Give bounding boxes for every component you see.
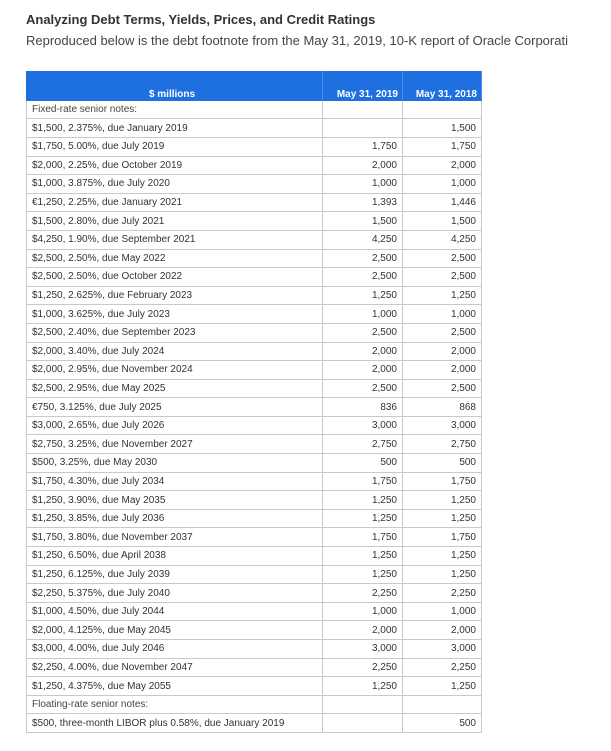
- table-row: [27, 677, 482, 696]
- value-2018: 1,000: [403, 602, 482, 621]
- value-2018: 1,250: [403, 677, 482, 696]
- header-may-2018: May 31, 2018: [403, 81, 482, 101]
- value-2018: 2,000: [403, 361, 482, 380]
- table-row: [27, 658, 482, 677]
- value-2019: 1,000: [323, 175, 403, 194]
- table-row: [27, 621, 482, 640]
- value-2019: 836: [323, 398, 403, 417]
- debt-footnote-table: [26, 71, 482, 733]
- row-label: $1,250, 6.125%, due July 2039: [27, 565, 323, 584]
- row-label: $2,750, 3.25%, due November 2027: [27, 435, 323, 454]
- value-2019: 2,000: [323, 342, 403, 361]
- row-label: $1,500, 2.80%, due July 2021: [27, 212, 323, 231]
- value-2019: [323, 119, 403, 138]
- table-header-row: [27, 81, 482, 101]
- table-row: [27, 565, 482, 584]
- table-row: [27, 323, 482, 342]
- value-2019: 2,750: [323, 435, 403, 454]
- table-row: [27, 379, 482, 398]
- value-2019: 1,750: [323, 472, 403, 491]
- row-label: $2,500, 2.50%, due October 2022: [27, 268, 323, 287]
- table-row: [27, 249, 482, 268]
- table-row: [27, 454, 482, 473]
- row-label: €1,250, 2.25%, due January 2021: [27, 193, 323, 212]
- value-2019: 2,500: [323, 249, 403, 268]
- row-label: $500, 3.25%, due May 2030: [27, 454, 323, 473]
- row-label: $2,500, 2.40%, due September 2023: [27, 323, 323, 342]
- table-row: [27, 584, 482, 603]
- table-row: [27, 286, 482, 305]
- value-2018: 3,000: [403, 416, 482, 435]
- header-may-2019: May 31, 2019: [323, 81, 403, 101]
- row-label: $2,500, 2.95%, due May 2025: [27, 379, 323, 398]
- table-row: [27, 509, 482, 528]
- value-2018: 500: [403, 454, 482, 473]
- value-2018: 1,750: [403, 137, 482, 156]
- row-label: $2,000, 3.40%, due July 2024: [27, 342, 323, 361]
- page-subtitle: Reproduced below is the debt footnote from the May 31, 2019, 10-K report of Oracle Corporati: [26, 33, 568, 48]
- value-2018: 1,250: [403, 509, 482, 528]
- row-label: $2,250, 4.00%, due November 2047: [27, 658, 323, 677]
- value-2019: 1,500: [323, 212, 403, 231]
- value-2018: 1,250: [403, 286, 482, 305]
- row-label: $1,250, 3.85%, due July 2036: [27, 509, 323, 528]
- value-2018: 2,250: [403, 584, 482, 603]
- value-2018: 1,750: [403, 472, 482, 491]
- value-2019: 2,000: [323, 361, 403, 380]
- value-2019: 1,000: [323, 305, 403, 324]
- value-2018: 2,000: [403, 342, 482, 361]
- table-row: [27, 528, 482, 547]
- row-label: €750, 3.125%, due July 2025: [27, 398, 323, 417]
- value-2018: 2,500: [403, 249, 482, 268]
- value-2018: 868: [403, 398, 482, 417]
- table-row: [27, 472, 482, 491]
- value-2019: 1,250: [323, 491, 403, 510]
- value-2019: 2,500: [323, 323, 403, 342]
- value-2018: 1,000: [403, 305, 482, 324]
- table-row: [27, 119, 482, 138]
- table-row: [27, 435, 482, 454]
- value-2018: 1,250: [403, 491, 482, 510]
- row-label: $2,000, 2.25%, due October 2019: [27, 156, 323, 175]
- table-row: [27, 416, 482, 435]
- table-row: [27, 305, 482, 324]
- table-row: [27, 640, 482, 659]
- section-header-row: [27, 100, 482, 119]
- table-header-spacer: [27, 72, 482, 81]
- row-label: $3,000, 2.65%, due July 2026: [27, 416, 323, 435]
- value-2018: 2,500: [403, 323, 482, 342]
- table-row: [27, 361, 482, 380]
- value-2018: 2,500: [403, 268, 482, 287]
- value-2018: 3,000: [403, 640, 482, 659]
- value-2019: 1,250: [323, 565, 403, 584]
- table-row: [27, 137, 482, 156]
- value-2019: 1,250: [323, 547, 403, 566]
- value-2019: 500: [323, 454, 403, 473]
- row-label: Fixed-rate senior notes:: [27, 100, 323, 119]
- value-2019: 2,000: [323, 621, 403, 640]
- row-label: $1,750, 5.00%, due July 2019: [27, 137, 323, 156]
- value-2018: 1,750: [403, 528, 482, 547]
- value-2019: [323, 714, 403, 733]
- row-label: $1,250, 6.50%, due April 2038: [27, 547, 323, 566]
- row-label: $1,500, 2.375%, due January 2019: [27, 119, 323, 138]
- value-2018: 500: [403, 714, 482, 733]
- header-millions: $ millions: [27, 81, 323, 101]
- row-label: $1,000, 4.50%, due July 2044: [27, 602, 323, 621]
- value-2019: 2,250: [323, 658, 403, 677]
- row-label: $1,000, 3.625%, due July 2023: [27, 305, 323, 324]
- table-row: [27, 491, 482, 510]
- row-label: $1,250, 4.375%, due May 2055: [27, 677, 323, 696]
- value-2018: [403, 100, 482, 119]
- table-row: [27, 268, 482, 287]
- row-label: $2,000, 4.125%, due May 2045: [27, 621, 323, 640]
- value-2018: 1,000: [403, 175, 482, 194]
- table-row: [27, 193, 482, 212]
- table-row: [27, 156, 482, 175]
- value-2019: 2,500: [323, 379, 403, 398]
- value-2019: 3,000: [323, 640, 403, 659]
- value-2018: 1,250: [403, 547, 482, 566]
- value-2019: 1,393: [323, 193, 403, 212]
- row-label: $1,750, 4.30%, due July 2034: [27, 472, 323, 491]
- table-row: [27, 175, 482, 194]
- value-2019: 1,000: [323, 602, 403, 621]
- value-2018: 1,500: [403, 212, 482, 231]
- table-row: [27, 230, 482, 249]
- row-label: $2,500, 2.50%, due May 2022: [27, 249, 323, 268]
- value-2019: 2,250: [323, 584, 403, 603]
- table-row: [27, 398, 482, 417]
- value-2019: [323, 695, 403, 714]
- value-2019: 2,000: [323, 156, 403, 175]
- row-label: $2,000, 2.95%, due November 2024: [27, 361, 323, 380]
- row-label: $4,250, 1.90%, due September 2021: [27, 230, 323, 249]
- table-row: [27, 342, 482, 361]
- page-heading: Analyzing Debt Terms, Yields, Prices, and Credit Ratings: [26, 12, 376, 27]
- row-label: $1,250, 2.625%, due February 2023: [27, 286, 323, 305]
- value-2018: 4,250: [403, 230, 482, 249]
- value-2018: 1,500: [403, 119, 482, 138]
- value-2018: 2,750: [403, 435, 482, 454]
- table-body: [27, 100, 482, 732]
- value-2019: 2,500: [323, 268, 403, 287]
- table-row: [27, 714, 482, 733]
- value-2019: 1,250: [323, 677, 403, 696]
- value-2018: 2,000: [403, 156, 482, 175]
- value-2018: 2,000: [403, 621, 482, 640]
- value-2019: 1,250: [323, 509, 403, 528]
- section-header-row: [27, 695, 482, 714]
- value-2019: 1,750: [323, 137, 403, 156]
- value-2018: 1,446: [403, 193, 482, 212]
- value-2019: 4,250: [323, 230, 403, 249]
- value-2018: [403, 695, 482, 714]
- value-2019: [323, 100, 403, 119]
- value-2018: 1,250: [403, 565, 482, 584]
- value-2018: 2,250: [403, 658, 482, 677]
- row-label: $1,250, 3.90%, due May 2035: [27, 491, 323, 510]
- table-row: [27, 602, 482, 621]
- table-row: [27, 212, 482, 231]
- row-label: Floating-rate senior notes:: [27, 695, 323, 714]
- table-row: [27, 547, 482, 566]
- value-2018: 2,500: [403, 379, 482, 398]
- value-2019: 1,750: [323, 528, 403, 547]
- row-label: $2,250, 5.375%, due July 2040: [27, 584, 323, 603]
- value-2019: 1,250: [323, 286, 403, 305]
- value-2019: 3,000: [323, 416, 403, 435]
- row-label: $500, three-month LIBOR plus 0.58%, due January 2019: [27, 714, 323, 733]
- row-label: $3,000, 4.00%, due July 2046: [27, 640, 323, 659]
- row-label: $1,750, 3.80%, due November 2037: [27, 528, 323, 547]
- row-label: $1,000, 3.875%, due July 2020: [27, 175, 323, 194]
